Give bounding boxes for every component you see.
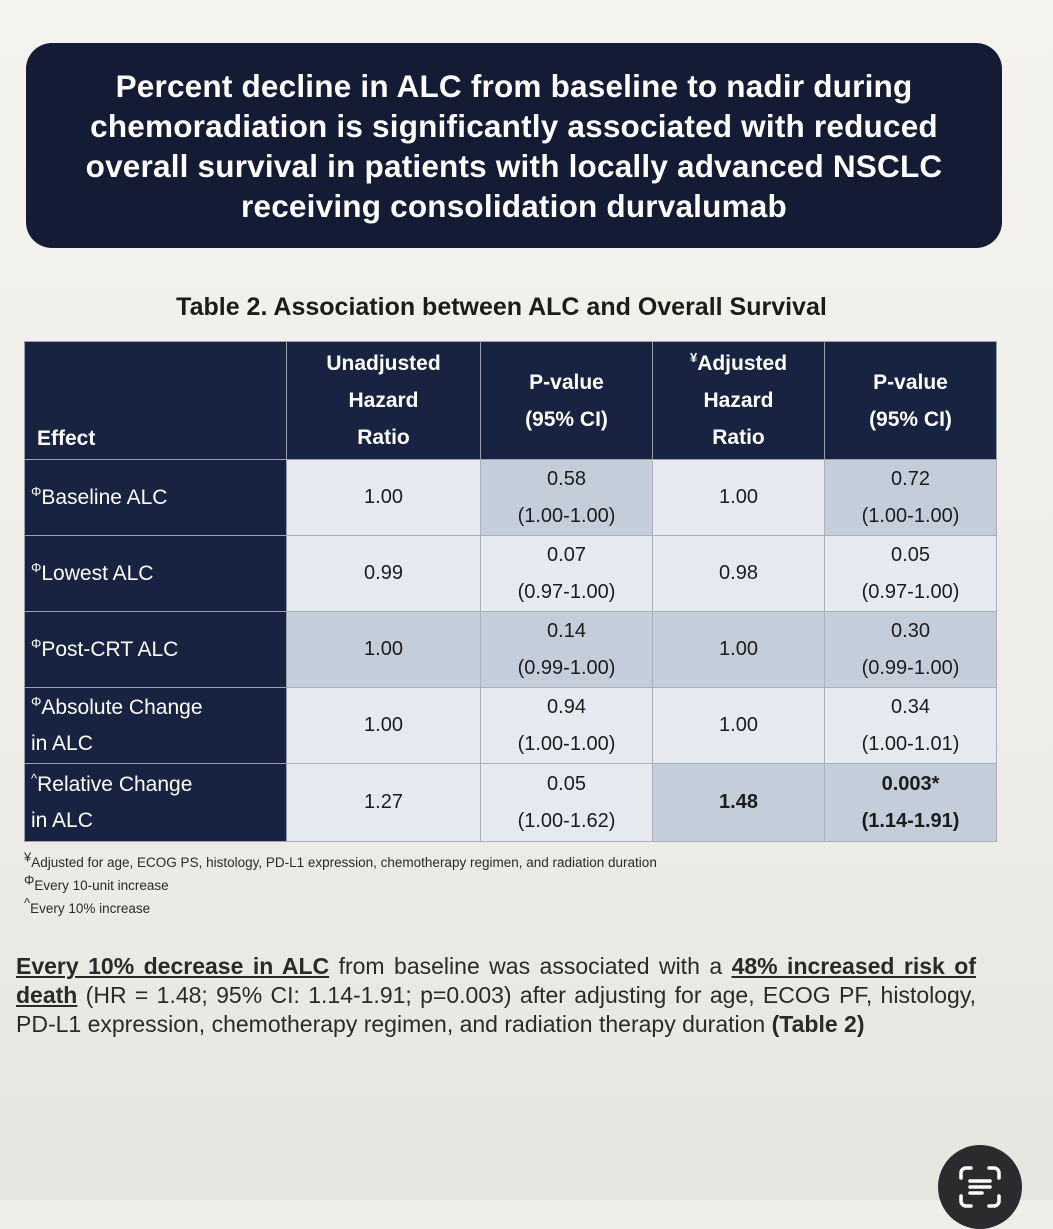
unadjusted-hr-cell: 1.27 xyxy=(287,764,481,842)
banner-title: Percent decline in ALC from baseline to nadir during chemoradiation is significantly associated with reduced overall survival in patients with locally advanced NSCLC receiving consolidation durvalumab xyxy=(85,67,943,224)
table-caption: Table 2. Association between ALC and Overall Survival xyxy=(176,293,827,321)
unadjusted-hr-cell: 0.99 xyxy=(287,536,481,612)
unadjusted-hr-cell: 1.00 xyxy=(287,688,481,764)
unadjusted-hr-cell: 1.00 xyxy=(287,612,481,688)
table-row xyxy=(25,460,997,536)
summary-highlight: Every 10% decrease in ALC xyxy=(16,953,330,979)
table-row xyxy=(25,612,997,688)
adjusted-hr-cell: 1.00 xyxy=(653,612,825,688)
pvalue-ci-cell: 0.72 (1.00-1.00) xyxy=(825,460,997,536)
pvalue-ci-cell: 0.94 (1.00-1.00) xyxy=(481,688,653,764)
adjusted-hr-cell: 1.48 xyxy=(653,764,825,842)
pvalue-ci-cell: 0.003* (1.14-1.91) xyxy=(825,764,997,842)
unadjusted-hr-cell: 1.00 xyxy=(287,460,481,536)
pvalue-ci-cell: 0.05 (0.97-1.00) xyxy=(825,536,997,612)
table-row xyxy=(25,536,997,612)
header-pvalue-adjusted: P-value (95% CI) xyxy=(825,342,997,460)
pvalue-ci-cell: 0.07 (0.97-1.00) xyxy=(481,536,653,612)
summary-paragraph: Every 10% decrease in ALC from baseline was associated with a 48% increased risk of death (HR = 1.48; 95% CI: 1.14-1.91; p=0.003) after adjusting for age, ECOG PF, histology, PD-L1 expression, chemotherapy regimen, and radiation therapy duration (Table 2) xyxy=(16,953,976,1037)
pvalue-ci-cell: 0.14 (0.99-1.00) xyxy=(481,612,653,688)
adjusted-hr-cell: 1.00 xyxy=(653,688,825,764)
row-effect-label: $^\Phi$Lowest ALC xyxy=(25,536,287,612)
adjusted-hr-cell: 1.00 xyxy=(653,460,825,536)
summary-table-ref: (Table 2) xyxy=(771,1011,865,1037)
text-scan-icon xyxy=(957,1164,1003,1210)
table-row xyxy=(25,764,997,842)
header-pvalue-unadjusted: P-value (95% CI) xyxy=(481,342,653,460)
row-effect-label: $^\Phi$Absolute Change in ALC xyxy=(25,688,287,764)
summary-highlight: 48% increased risk of death xyxy=(16,953,976,1008)
pvalue-ci-cell: 0.05 (1.00-1.62) xyxy=(481,764,653,842)
title-banner xyxy=(26,43,1002,248)
alc-survival-table xyxy=(24,341,997,842)
table-row xyxy=(25,688,997,764)
header-adjusted-hr: ¥Adjusted Hazard Ratio xyxy=(653,342,825,460)
text-scan-button[interactable] xyxy=(938,1145,1022,1229)
footnote: ΦEvery 10-unit increase xyxy=(24,872,169,893)
pvalue-ci-cell: 0.58 (1.00-1.00) xyxy=(481,460,653,536)
adjusted-footnote-mark: ¥ xyxy=(689,350,698,365)
pvalue-ci-cell: 0.30 (0.99-1.00) xyxy=(825,612,997,688)
table-footnotes xyxy=(24,851,1004,920)
adjusted-hr-cell: 0.98 xyxy=(653,536,825,612)
row-effect-label: $^\Phi$Post-CRT ALC xyxy=(25,612,287,688)
footnote: ^Every 10% increase xyxy=(24,895,151,916)
row-effect-label: $^\Phi$Baseline ALC xyxy=(25,460,287,536)
header-unadjusted-hr: Unadjusted Hazard Ratio xyxy=(287,342,481,460)
row-effect-label: ^Relative Change in ALC xyxy=(25,764,287,842)
header-effect: Effect xyxy=(25,342,287,460)
pvalue-ci-cell: 0.34 (1.00-1.01) xyxy=(825,688,997,764)
footnote: ¥Adjusted for age, ECOG PS, histology, PD-L1 expression, chemotherapy regimen, and radiation duration xyxy=(24,849,657,870)
